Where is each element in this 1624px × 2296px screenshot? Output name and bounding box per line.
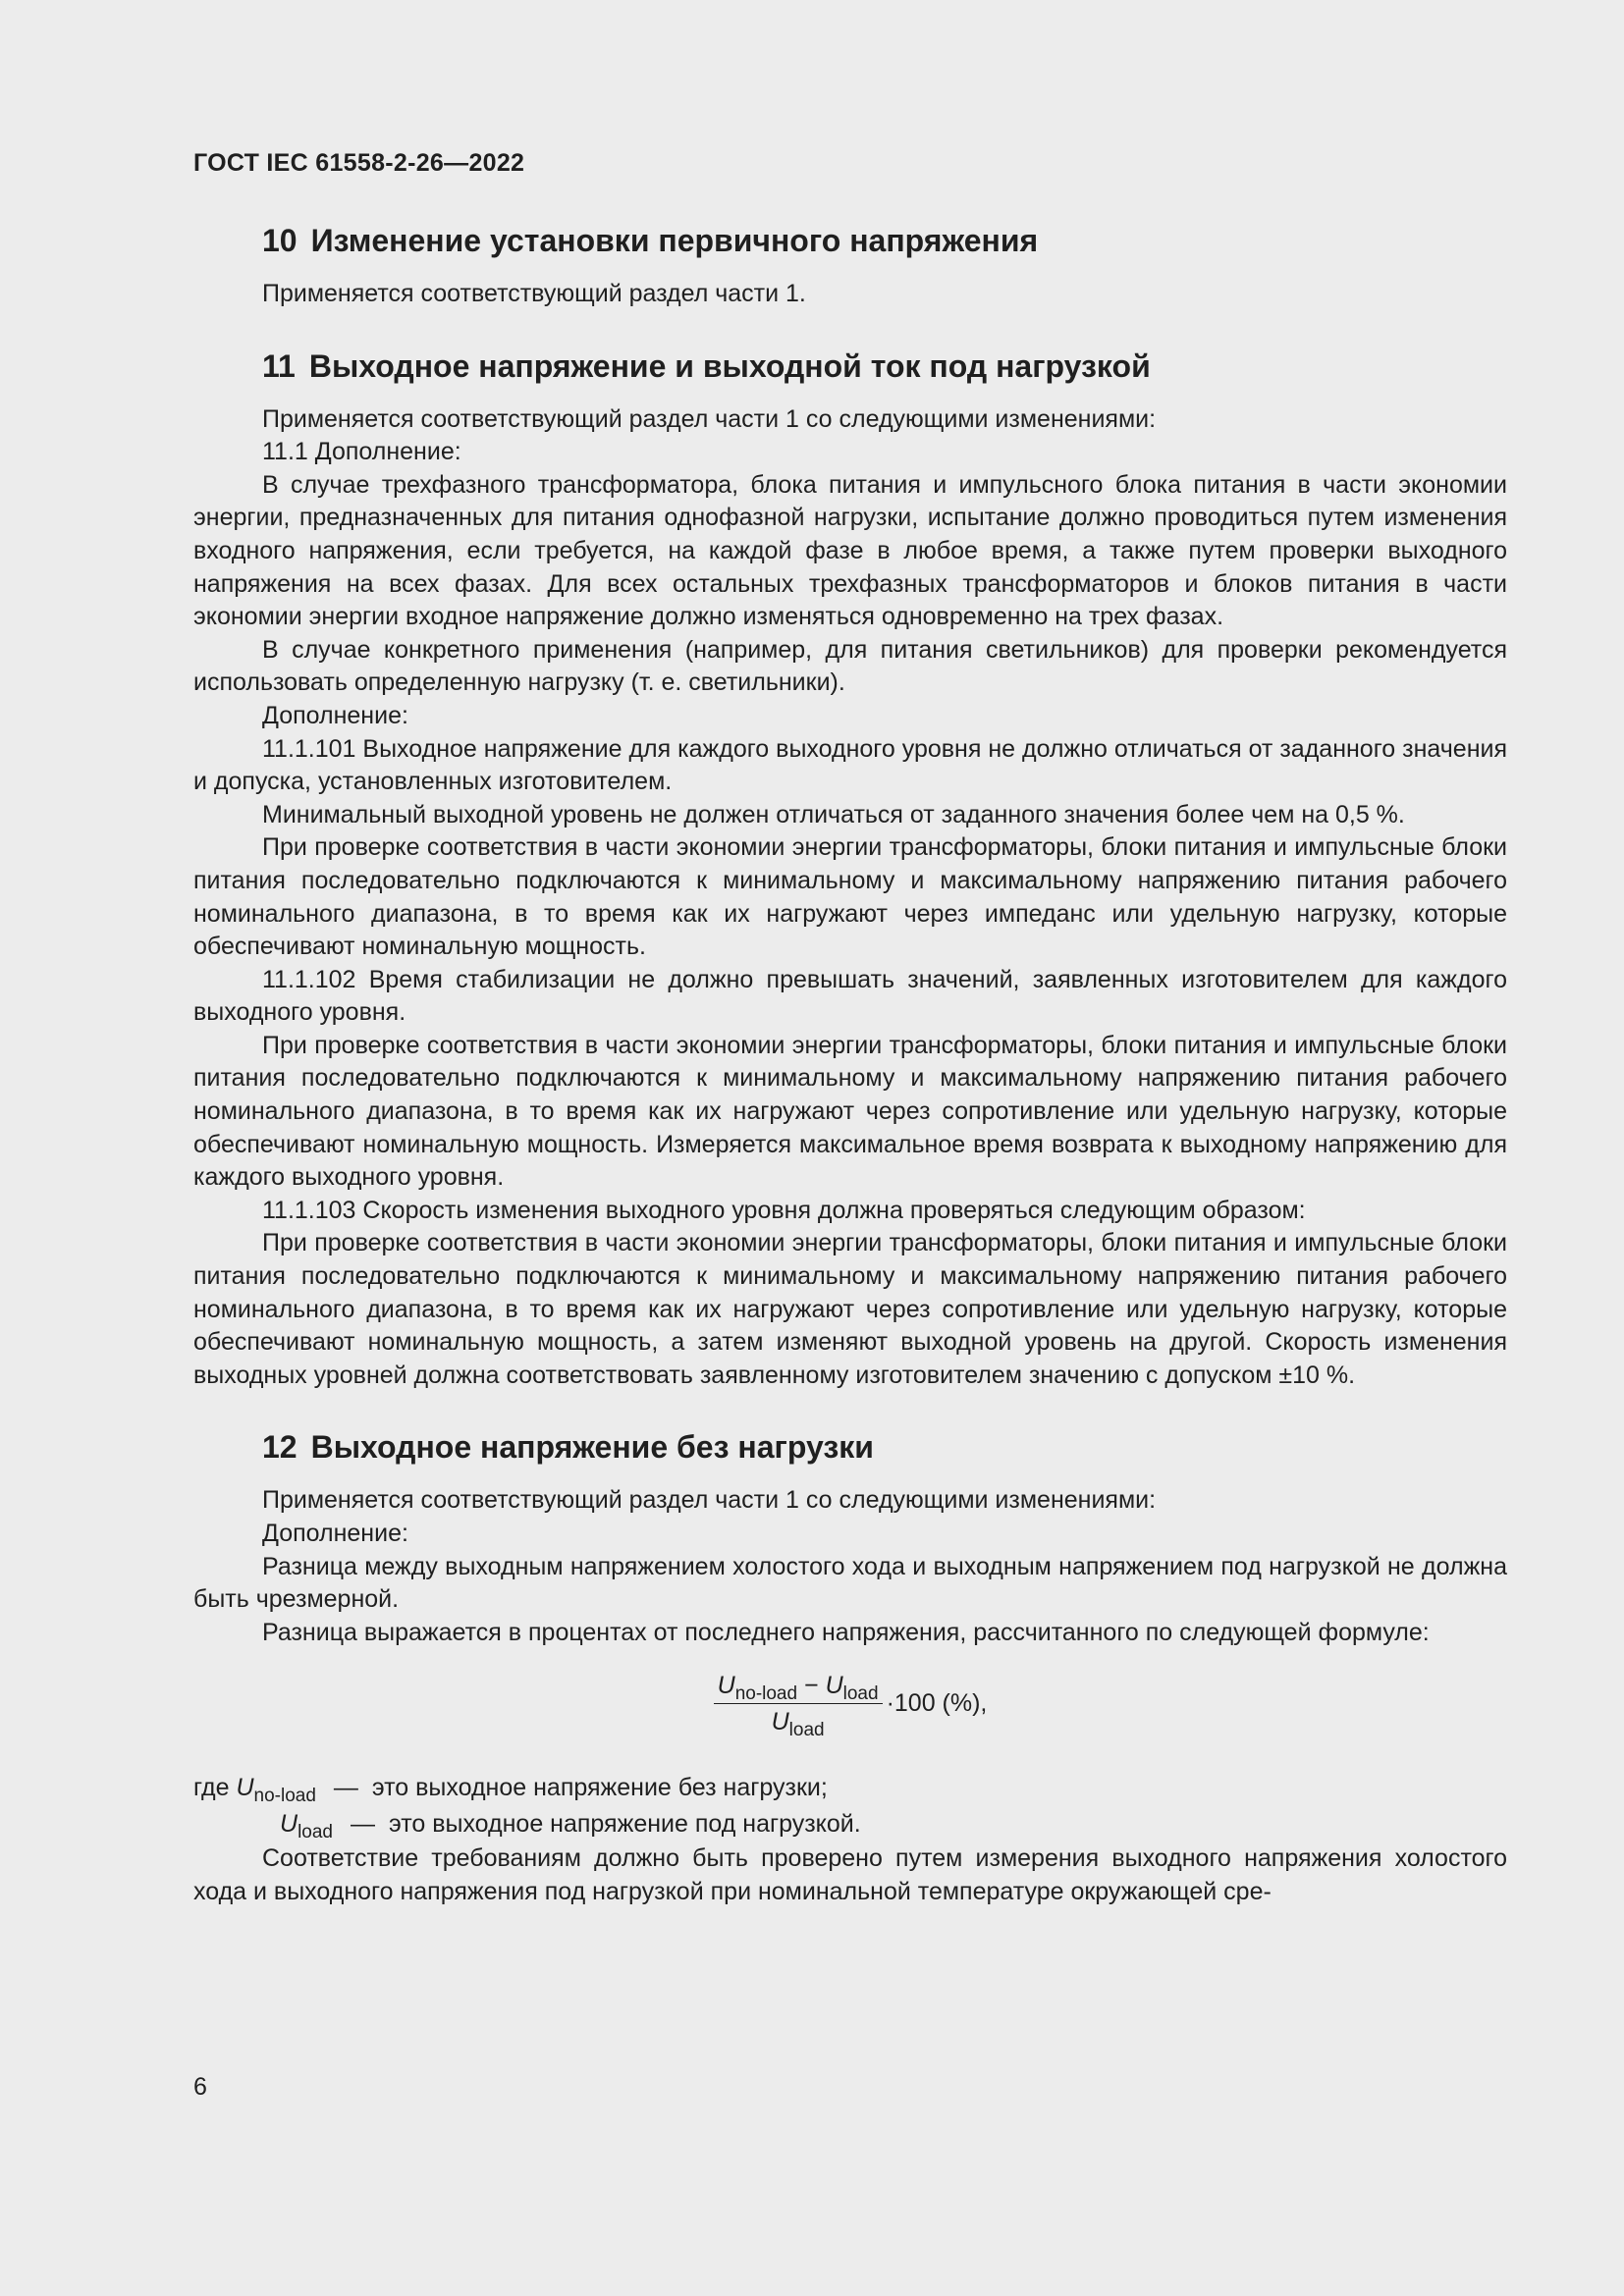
where-clause-load: $U_{load}$ — это выходное напряжение под нагрузкой. <box>193 1806 1507 1842</box>
paragraph: Дополнение: <box>262 701 408 729</box>
section-title: Выходное напряжение и выходной ток под нагрузкой <box>308 347 1151 384</box>
paragraph: Применяется соответствующий раздел части 1 со следующими изменениями: <box>262 404 1157 433</box>
formula-fraction <box>714 1671 883 1741</box>
section-number: 12 <box>262 1429 298 1466</box>
formula-numerator: $U_{no-load} - U_{load}$ <box>714 1671 883 1704</box>
section-12-heading <box>193 1427 1507 1467</box>
paragraph: В случае конкретного применения (например, для питания светильников) для проверки рекомендуется использовать определенную нагрузку (т. е. светильники). <box>193 635 1507 697</box>
clause-11-1-102: 11.1.102 Время стабилизации не должно превышать значений, заявленных изготовителем для каждого выходного уровня. <box>193 965 1507 1027</box>
paragraph: При проверке соответствия в части экономии энергии трансформаторы, блоки питания и импульсные блоки питания последовательно подключаются к минимальному и максимальному напряжению питания рабочего номинального диапазона, в то время как их нагружают через сопротивление или удельную нагрузку, которые обеспечивают номинальную мощность, а затем изменяют выходной уровень на другой. Скорость изменения выходных уровней должна соответствовать заявленному изготовителем значению с допуском ±10 %. <box>193 1229 1507 1389</box>
paragraph: При проверке соответствия в части экономии энергии трансформаторы, блоки питания и импульсные блоки питания последовательно подключаются к минимальному и максимальному напряжению питания рабочего номинального диапазона, в то время как их нагружают через импеданс или удельную нагрузку, которые обеспечивают номинальную мощность. <box>193 833 1507 961</box>
where-clause-noload: где $U_{no-load}$ — это выходное напряжение без нагрузки; <box>193 1770 1507 1806</box>
paragraph: В случае трехфазного трансформатора, блока питания и импульсного блока питания в части экономии энергии, предназначенных для питания однофазной нагрузки, испытание должно проводиться путем изменения входного напряжения, если требуется, на каждой фазе в любое время, а также путем проверки выходного напряжения на всех фазах. Для всех остальных трехфазных трансформаторов и блоков питания в части экономии энергии входное напряжение должно изменяться одновременно на трех фазах. <box>193 470 1507 631</box>
where-definition: это выходное напряжение без нагрузки; <box>371 1774 828 1802</box>
paragraph: Разница выражается в процентах от последнего напряжения, рассчитанного по следующей формуле: <box>262 1618 1430 1646</box>
section-title: Изменение установки первичного напряжения <box>310 223 1039 258</box>
paragraph: Соответствие требованиям должно быть проверено путем измерения выходного напряжения холостого хода и выходного напряжения под нагрузкой при номинальной температуре окружающей сре- <box>193 1844 1507 1905</box>
clause-11-1-103: 11.1.103 Скорость изменения выходного уровня должна проверяться следующим образом: <box>262 1196 1306 1224</box>
section-11-heading <box>193 347 1507 386</box>
section-10-heading <box>193 221 1507 260</box>
paragraph: Минимальный выходной уровень не должен отличаться от заданного значения более чем на 0,5 %. <box>262 800 1405 828</box>
formula-denominator: $U_{load}$ <box>771 1708 825 1741</box>
section-number: 10 <box>262 223 298 258</box>
section-title: Выходное напряжение без нагрузки <box>310 1429 874 1466</box>
paragraph: Применяется соответствующий раздел части 1. <box>262 280 806 307</box>
where-definition: это выходное напряжение под нагрузкой. <box>388 1810 861 1839</box>
paragraph: При проверке соответствия в части экономии энергии трансформаторы, блоки питания и импульсные блоки питания последовательно подключаются к минимальному и максимальному напряжению питания рабочего номинального диапазона, в то время как их нагружают через сопротивление или удельную нагрузку, которые обеспечивают номинальную мощность. Измеряется максимальное время возврата к выходному напряжению для каждого выходного уровня. <box>193 1031 1507 1192</box>
paragraph: Разница между выходным напряжением холостого хода и выходным напряжением под нагрузкой не должна быть чрезмерной. <box>193 1552 1507 1614</box>
standard-designation: ГОСТ IEC 61558-2-26—2022 <box>193 149 525 177</box>
clause-11-1: 11.1 Дополнение: <box>262 438 461 466</box>
paragraph: Применяется соответствующий раздел части 1 со следующими изменениями: <box>262 1486 1157 1515</box>
clause-11-1-101: 11.1.101 Выходное напряжение для каждого выходного уровня не должно отличаться от заданного значения и допуска, установленных изготовителем. <box>193 734 1507 796</box>
where-term: $U_{load}$ <box>280 1810 333 1843</box>
where-term: где $U_{no-load}$ <box>193 1774 316 1807</box>
formula-multiplier: ·100 (%), <box>886 1689 988 1718</box>
page-number: 6 <box>193 2073 207 2101</box>
paragraph: Дополнение: <box>262 1520 408 1547</box>
page-body <box>193 221 1507 1909</box>
difference-formula <box>193 1671 1507 1741</box>
section-number: 11 <box>262 347 296 384</box>
